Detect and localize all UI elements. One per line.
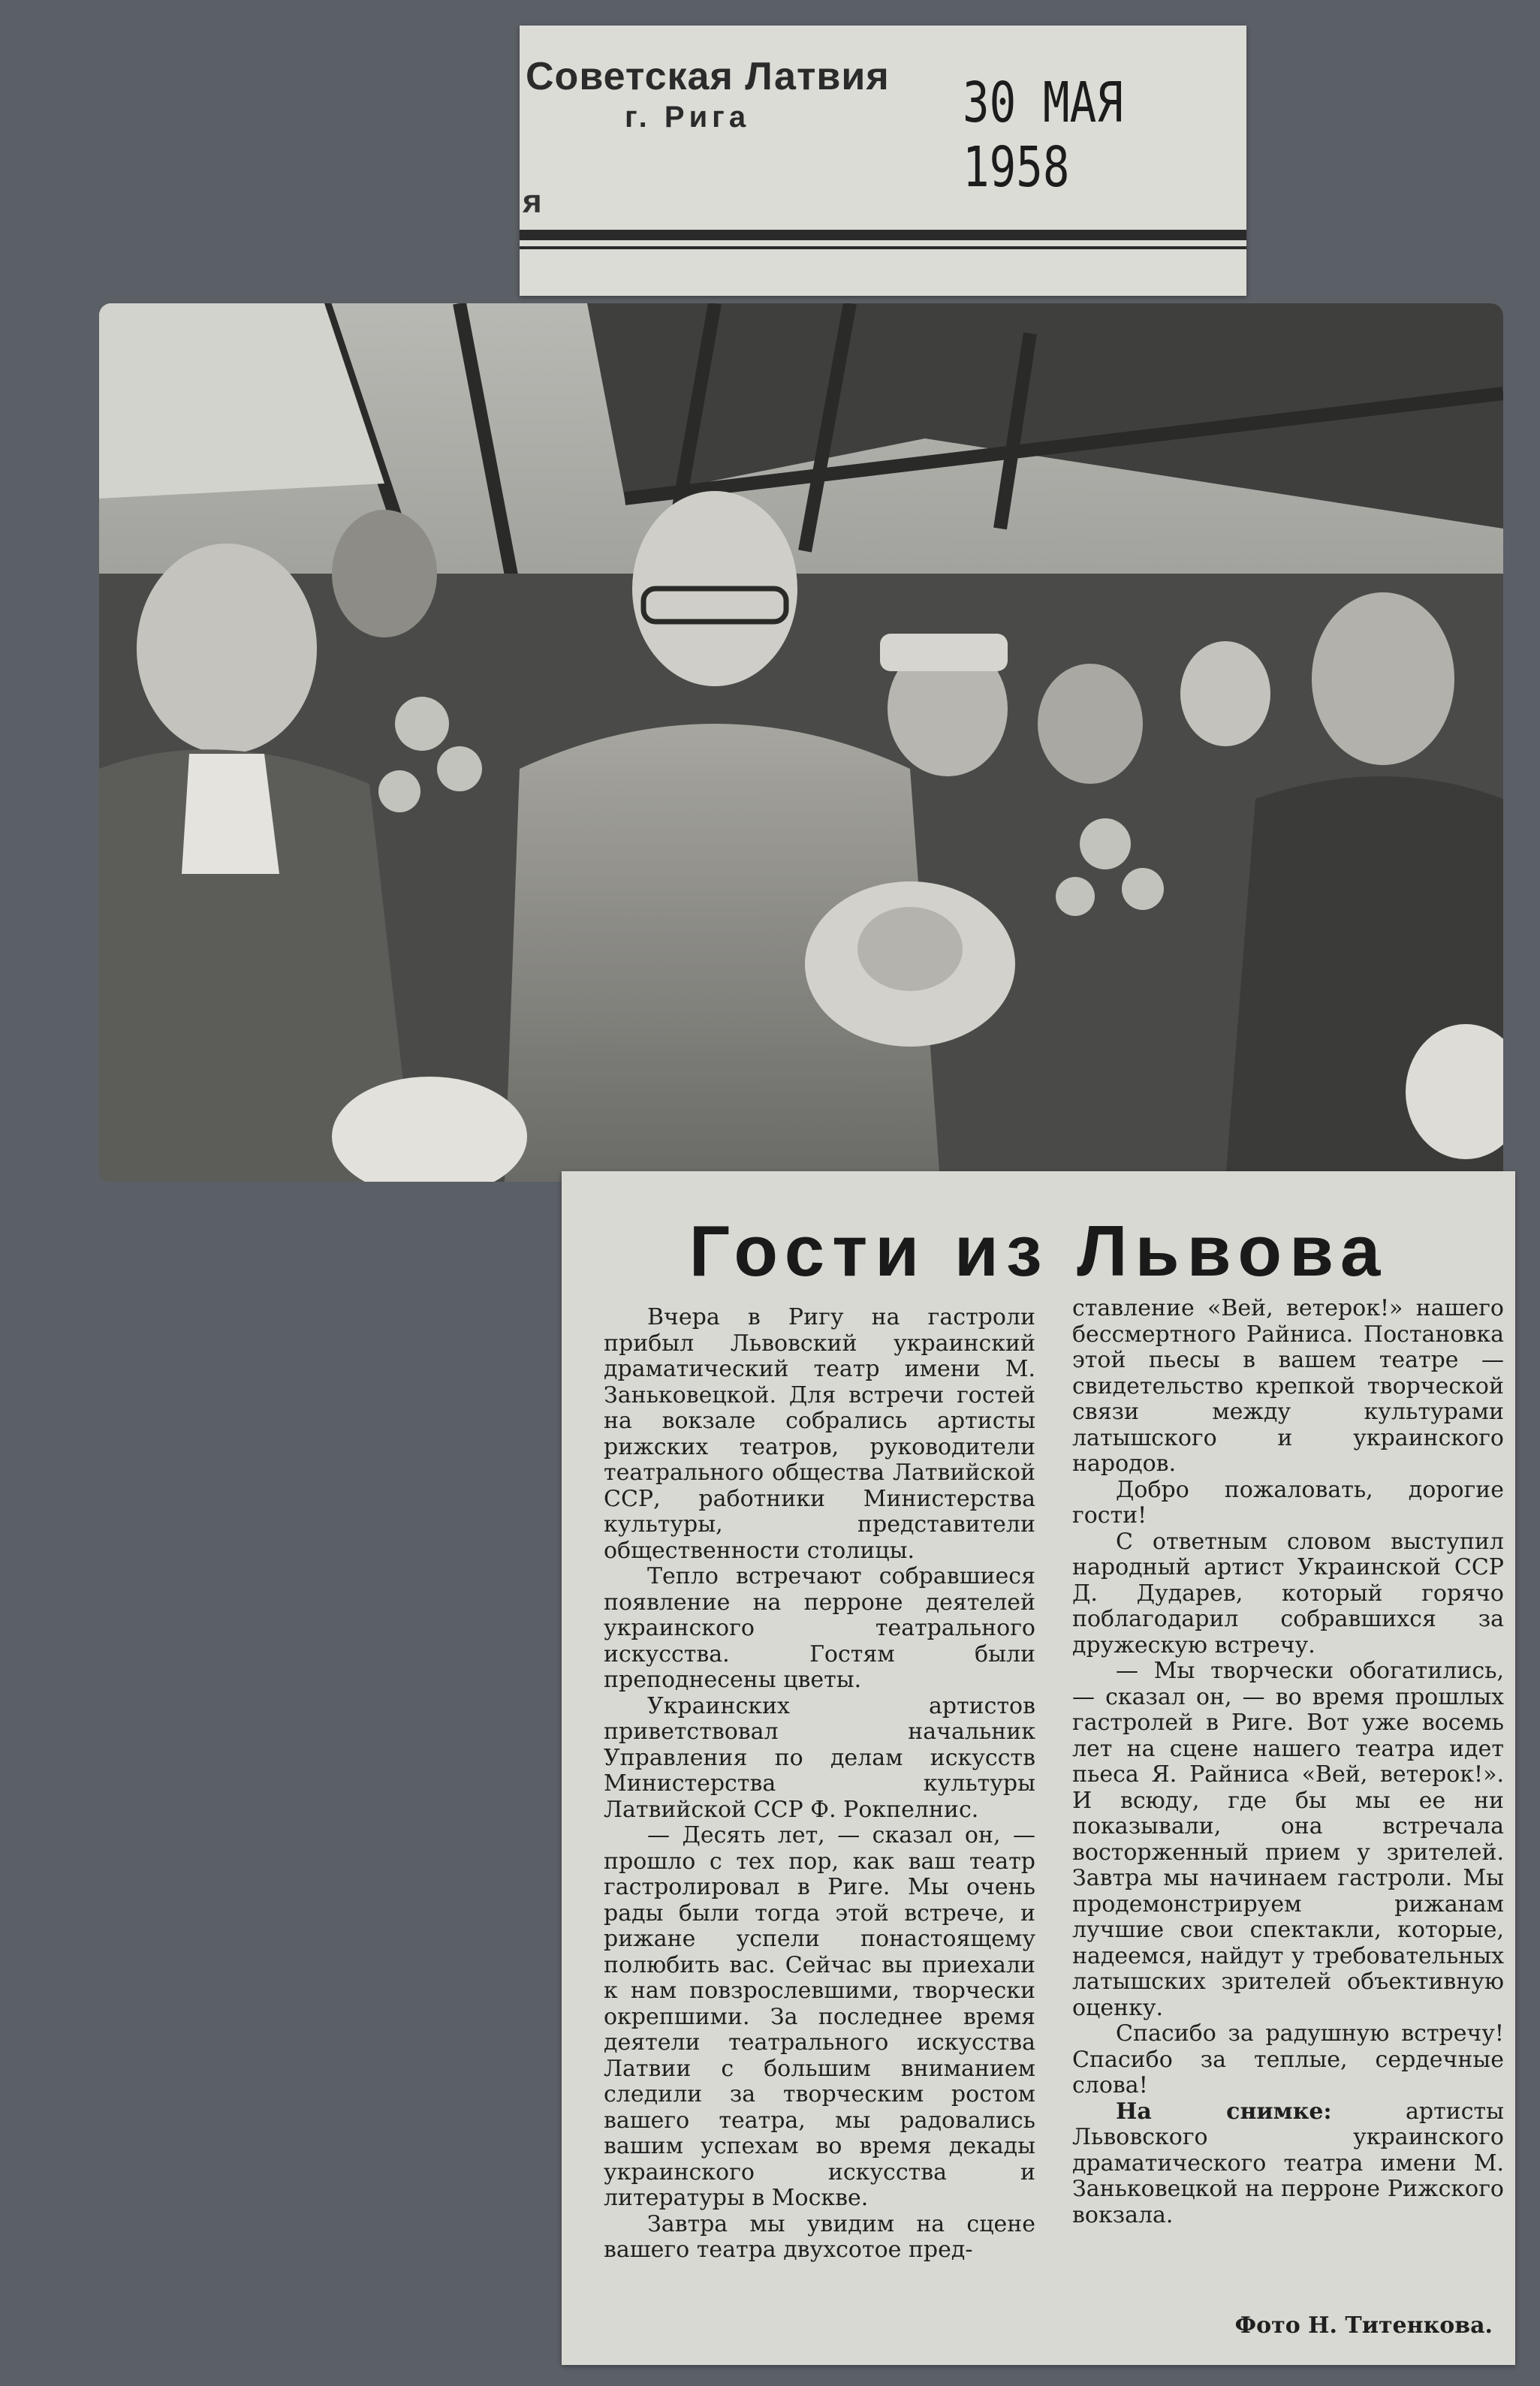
photo-caption <box>1072 2099 1504 2229</box>
article <box>562 1171 1515 2365</box>
newspaper-photo <box>99 303 1503 1182</box>
paragraph: Добро пожаловать, дорогие гости! <box>1072 1476 1504 1529</box>
article-column-left <box>604 1305 1035 2264</box>
paragraph-continuation: ставление «Вей, ветерок!» нашего бессмертного Райниса. Постановка этой пьесы в вашем театре — свидетельство крепкой творческой связи между культурами латышского и украинского народов. <box>1072 1295 1504 1477</box>
paragraph: Спасибо за радушную встречу! Спасибо за теплые, сердечные слова! <box>1072 2020 1504 2098</box>
paragraph: С ответным словом выступил народный артист Украинской ССР Д. Дударев, который горячо поблагодарил собравшихся за дружескую встречу. <box>1072 1528 1504 1658</box>
caption-text: артисты Львовского украинского драматического театра имени М. Заньковецкой на перроне Рижского вокзала. <box>1072 2098 1504 2228</box>
clipping-stamp <box>520 26 1246 296</box>
article-headline: Гости из Львова <box>689 1211 1388 1291</box>
paragraph: Тепло встречают собравшиеся появление на перроне деятелей украинского театрального искусства. Гостям были преподнесены цветы. <box>604 1563 1035 1693</box>
masthead-fragment: я <box>523 183 542 220</box>
masthead-rule-thick <box>520 230 1246 240</box>
paragraph: — Мы творчески обогатились, — сказал он, — во время прошлых гастролей в Риге. Вот уже восемь лет на сцене нашего театра идет пьеса Я. Райниса «Вей, ветерок!». И всюду, где бы мы ее ни показывали, она встречала восторженный прием у зрителей. Завтра мы начинаем гастроли. Мы продемонстрируем рижанам лучшие свои спектакли, которые, надеемся, найдут у требовательных латышских зрителей объективную оценку. <box>1072 1658 1504 2021</box>
publication-city: г. Рига <box>625 101 751 134</box>
publication-name: Советская Латвия <box>526 55 890 98</box>
paragraph: Вчера в Ригу на гастроли прибыл Львовский украинский драматический театр имени М. Заньковецкой. Для встречи гостей на вокзале собрались артисты рижских театров, руководители театрального общества Латвийской ССР, работники Министерства культуры, представители общественности столицы. <box>604 1304 1035 1564</box>
photo-of-people-on-platform-icon <box>99 303 1503 1182</box>
caption-label: На снимке: <box>1116 2098 1332 2125</box>
paragraph: Украинских артистов приветствовал начальник Управления по делам искусств Министерства культуры Латвийской ССР Ф. Рокпелнис. <box>604 1692 1035 1823</box>
paragraph: — Десять лет, — сказал он, — прошло с тех пор, как ваш театр гастролировал в Риге. Мы очень рады были тогда этой встрече, и рижане успели понастоящему полюбить вас. Сейчас вы приехали к нам повзрослевшими, творчески окрепшими. За последнее время деятели театрального искусства Латвии с большим вниманием следили за творческим ростом вашего театра, мы радовались вашим успехам во время декады украинского искусства и литературы в Москве. <box>604 1822 1035 2211</box>
photo-credit: Фото Н. Титенкова. <box>1234 2312 1493 2339</box>
paragraph: Завтра мы увидим на сцене вашего театра двухсотое пред- <box>604 2210 1035 2263</box>
masthead-rule-thin <box>520 246 1246 249</box>
publication-date: 30 МАЯ 1958 <box>963 71 1123 200</box>
article-column-right <box>1072 1296 1504 2228</box>
